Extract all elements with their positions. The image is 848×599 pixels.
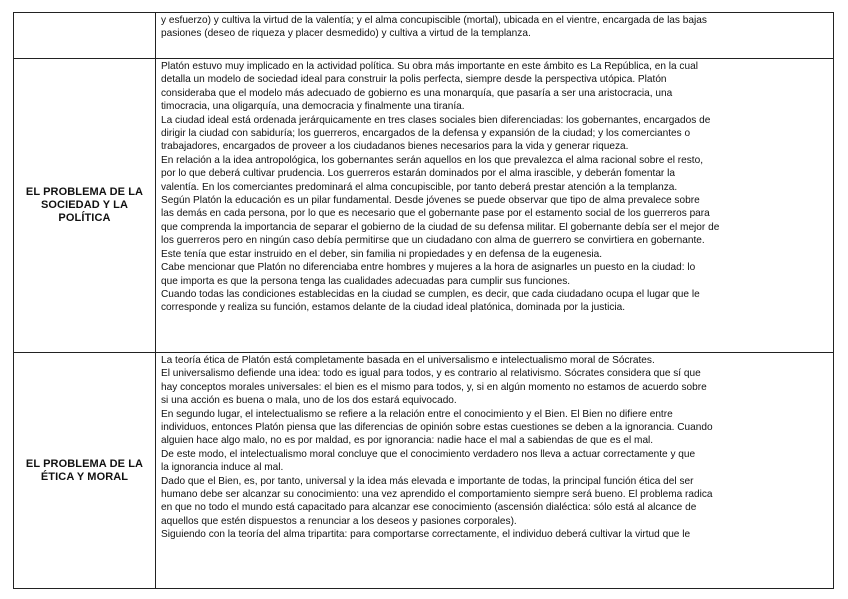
text-line: alguien hace algo malo, no es por maldad, es por ignorancia: nadie hace el mal a sabiendas de que es el mal. — [161, 435, 654, 447]
text-line: si una acción es buena o mala, uno de los dos estará equivocado. — [161, 395, 457, 407]
text-line: individuos, entonces Platón piensa que las diferencias de opinión sobre estas cuestiones se deben a la ignorancia. Cuando — [161, 422, 713, 434]
text-line: timocracia, una oligarquía, una democracia y finalmente una tiranía. — [161, 101, 465, 113]
philosophy-table — [13, 12, 834, 589]
text-line: Según Platón la educación es un pilar fundamental. Desde jóvenes se puede observar que tipo de alma prevalece sobre — [161, 195, 700, 207]
text-line: los guerreros pero en ningún caso debía permitirse que un ciudadano con alma de guerrero se convirtiera en gobernante. — [161, 235, 705, 247]
text-line: Este tenía que estar instruido en el deber, sin familia ni propiedades y en defensa de la eugenesia. — [161, 248, 603, 260]
text-line: hay conceptos morales universales: el bien es el mismo para todos, y, si en algún momento no estamos de acuerdo sobre — [161, 381, 707, 393]
text-line: trabajadores, encargados de proveer a los ciudadanos bienes necesarios para la vida y generar riqueza. — [161, 141, 629, 153]
row-label: EL PROBLEMA DE LA ÉTICA Y MORAL — [25, 457, 144, 483]
table-row — [14, 13, 834, 59]
row-label: EL PROBLEMA DE LA SOCIEDAD Y LA POLÍTICA — [25, 186, 144, 224]
text-line: La teoría ética de Platón está completamente basada en el universalismo e intelectualismo moral de Sócrates. — [161, 355, 655, 366]
text-line: En segundo lugar, el intelectualismo se refiere a la relación entre el conocimiento y el Bien. El Bien no difiere entre — [161, 408, 673, 420]
row-label-cell — [14, 13, 156, 59]
row-content-cell — [156, 13, 834, 59]
text-line: Siguiendo con la teoría del alma tripartita: para comportarse correctamente, el individuo deberá cultivar la virtud que le — [161, 529, 691, 541]
table-row — [14, 59, 834, 353]
text-line: que importa es que la persona tenga las cualidades adecuadas para cumplir sus funciones. — [161, 275, 571, 287]
row-content-cell — [156, 353, 834, 589]
text-line: y esfuerzo) y cultiva la virtud de la valentía; y el alma concupiscible (mortal), ubicada en el vientre, encargada de las bajas — [161, 15, 707, 26]
text-line: En relación a la idea antropológica, los gobernantes serán aquellos en los que prevalezca el alma racional sobre el resto, — [161, 154, 704, 166]
text-line: en que no todo el mundo está capacitado para alcanzar ese conocimiento (ascensión dialéctica: sólo está al alcance de — [161, 502, 697, 514]
text-line: Platón estuvo muy implicado en la actividad política. Su obra más importante en este ámbito es La República, en la cual — [161, 61, 698, 72]
text-line: que comprenda la importancia de separar el gobierno de la ciudad de su defensa militar. El gobernante debía ser el mejor de — [161, 221, 720, 233]
text-line: aquellos que estén dispuestos a renunciar a los deseos y pasiones corporales). — [161, 515, 517, 527]
text-line: Cabe mencionar que Platón no diferenciaba entre hombres y mujeres a la hora de asignarles un puesto en la ciudad: lo — [161, 262, 696, 274]
text-line: pasiones (deseo de riqueza y placer desmedido) y cultiva a virtud de la templanza. — [161, 28, 531, 40]
text-line: por lo que deberá cultivar prudencia. Los guerreros estarán dominados por el alma irascible, y deberán fomentar la — [161, 168, 675, 180]
text-line: las demás en cada persona, por lo que es necesario que el gobernante pase por el estamento social de los guerreros para — [161, 208, 710, 220]
text-line: detalla un modelo de sociedad ideal para construir la polis perfecta, siempre desde la perspectiva utópica. Platón — [161, 74, 667, 86]
row-label-cell — [14, 353, 156, 589]
text-line: humano debe ser alcanzar su conocimiento: una vez aprendido el comportamiento siempre será bueno. El problema radica — [161, 489, 713, 501]
text-line: Cuando todas las condiciones establecidas en la ciudad se cumplen, es decir, que cada ciudadano ocupa el lugar que le — [161, 288, 700, 300]
text-line: dirigir la ciudad con sabiduría; los guerreros, encargados de la defensa y expansión de la ciudad; y los comerciantes o — [161, 128, 691, 140]
text-line: De este modo, el intelectualismo moral concluye que el conocimiento verdadero nos lleva a actuar correctamente y que — [161, 448, 696, 460]
text-line: El universalismo defiende una idea: todo es igual para todos, y es contrario al relativismo. Sócrates considera que sí que — [161, 368, 701, 380]
row-content-cell — [156, 59, 834, 353]
text-line: La ciudad ideal está ordenada jerárquicamente en tres clases sociales bien diferenciadas: los gobernantes, encargados de — [161, 114, 711, 126]
text-line: valentía. En los comerciantes predominará el alma concupiscible, por tanto deberá prestar atención a la templanza. — [161, 181, 678, 193]
table-row — [14, 353, 834, 589]
row-label-cell — [14, 59, 156, 353]
text-line: consideraba que el modelo más adecuado de gobierno es una monarquía, que pasaría a ser una aristocracia, una — [161, 87, 673, 99]
text-line: corresponde y realiza su función, estamos delante de la ciudad ideal platónica, dominada por la justicia. — [161, 302, 626, 314]
text-line: la ignorancia induce al mal. — [161, 462, 284, 474]
text-line: Dado que el Bien, es, por tanto, universal y la idea más elevada e importante de todas, la principal función ética del ser — [161, 475, 694, 487]
